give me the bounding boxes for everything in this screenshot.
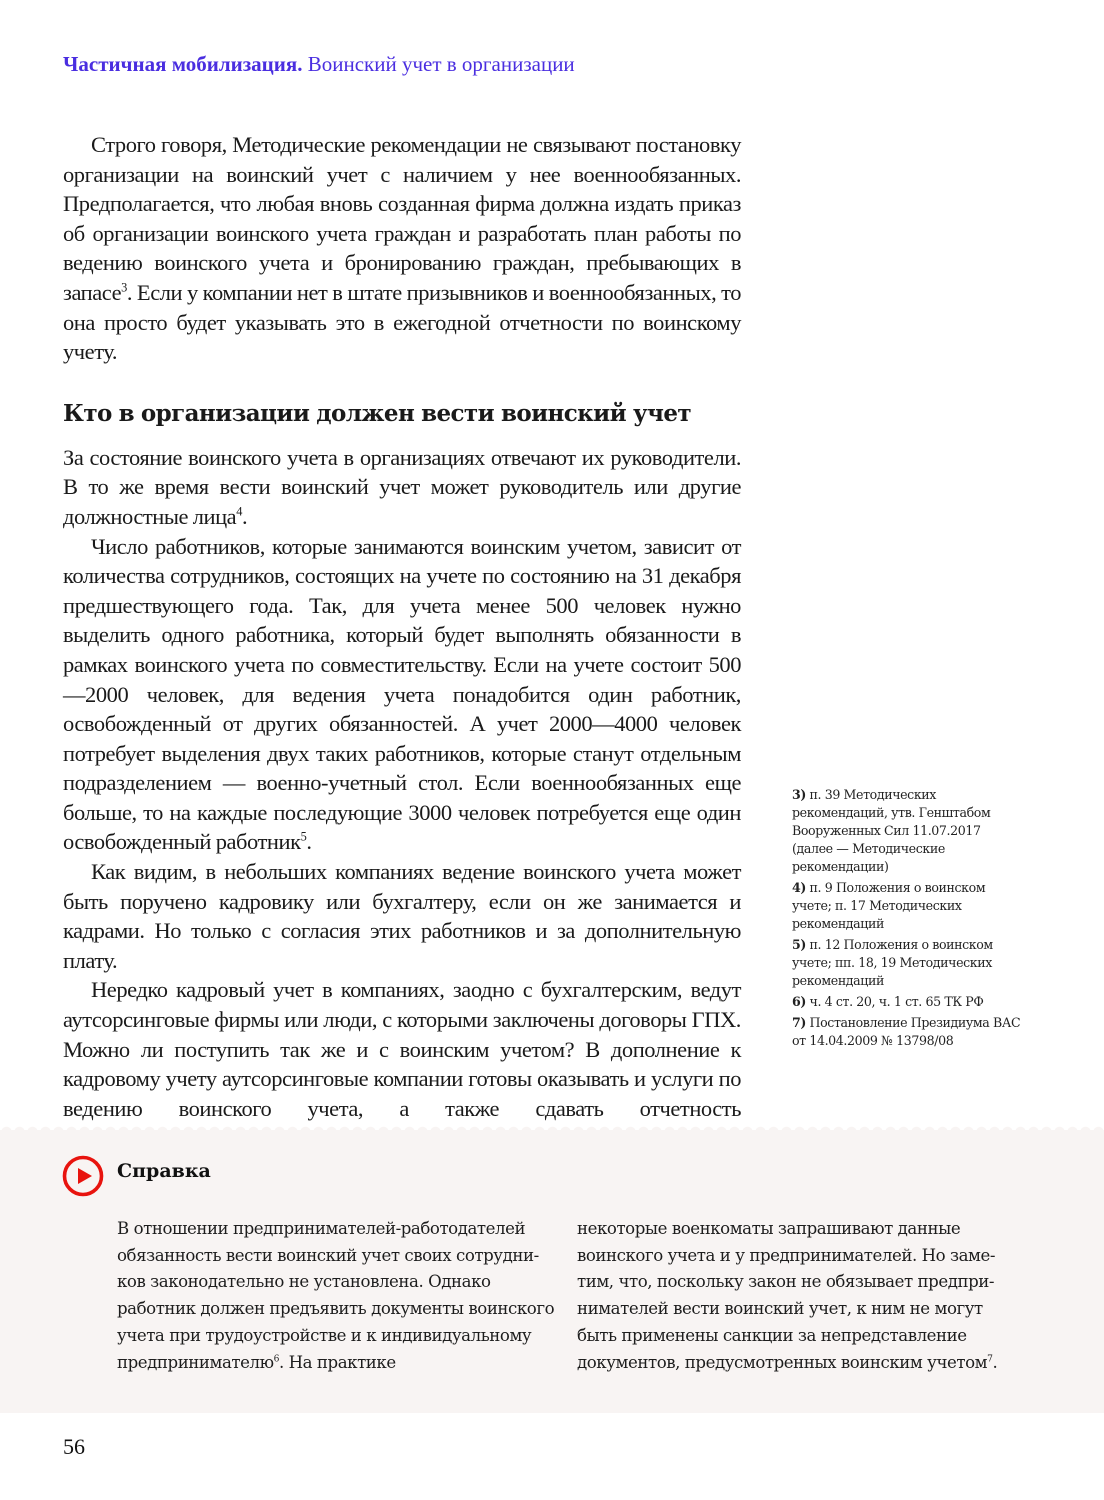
sidebar-text: . На практике — [278, 1352, 396, 1372]
sidebar-title: Справка — [117, 1160, 211, 1182]
sidebar-right-column — [577, 1216, 1017, 1376]
paragraph — [63, 532, 741, 858]
footnote-ref: 4 — [236, 504, 242, 519]
paragraph-text: Как видим, в небольших компаниях ведение воинского учета может быть поручено кадровику или бухгалтеру, если он же занимается и кадрами. Но только с согласия этих работников и за дополнительную плату. — [63, 859, 741, 973]
main-text-column — [63, 130, 741, 1123]
footnote-ref: 5 — [300, 829, 307, 844]
reference-sidebar — [0, 1130, 1104, 1413]
footnote-6 — [792, 993, 1022, 1011]
footnote-3 — [792, 786, 1022, 876]
sidebar-left-column — [117, 1216, 557, 1376]
paragraph-text: . — [241, 503, 248, 529]
footnote-number: 7) — [792, 1015, 806, 1030]
page-number: 56 — [63, 1434, 85, 1459]
paragraph-text: Строго говоря, Методические рекомендации не связывают постановку организации на воинский учет с наличием у нее военнообязанных. Предполагается, что любая вновь созданная фирма должна издать приказ об организации воинского учета граждан и разработать план работы по ведению воинского учета и бронированию граждан, пребывающих в запасе — [63, 132, 741, 305]
footnote-text: ч. 4 ст. 20, ч. 1 ст. 65 ТК РФ — [809, 994, 984, 1009]
running-head-chapter: Воинский учет в организации — [307, 52, 575, 76]
footnote-ref: 7 — [987, 1353, 993, 1364]
footnotes — [792, 786, 1022, 1053]
play-circle-icon — [62, 1155, 104, 1197]
sidebar-text: В отношении предпринимателей-работодателей обязанность вести воинский учет своих сотрудников законодательно не установлена. Однако работник должен предъявить документы воинского учета при трудоустройстве и к индивидуальному предпринимателю — [117, 1219, 555, 1372]
footnote-number: 4) — [792, 880, 806, 895]
paragraph-text: За состояние воинского учета в организациях отвечают их руководители. В то же время вести воинский учет может руководитель или другие должностные лица — [63, 444, 741, 529]
paragraph-text: . — [306, 829, 312, 855]
running-head — [63, 52, 575, 77]
footnote-7 — [792, 1014, 1022, 1050]
paragraph-text: . Если у компании нет в штате призывников и военнообязанных, то она просто будет указывать это в ежегодной отчетности по воинскому учету. — [63, 279, 741, 365]
footnote-5 — [792, 936, 1022, 990]
paragraph-text: Нередко кадровый учет в компаниях, заодно с бухгалтерским, ведут аутсорсинговые фирмы или люди, с которыми заключены договоры ГПХ. Можно ли поступить так же и с воинским учетом? В дополнение к кадровому учету аутсорсинговые компании готовы оказывать и услуги по ведению воинского учета, а также сдавать отчетность — [63, 977, 741, 1121]
paragraph-text: Число работников, которые занимаются воинским учетом, зависит от количества сотрудников, состоящих на учете по состоянию на 31 декабря предшествующего года. Так, для учета менее 500 человек нужно выделить одного работника, который будет выполнять обязанности в рамках воинского учета по совместительству. Если на учете состоит 500—2000 человек, для ведения учета понадобится один работник, освобожденный от других обязанностей. А учет 2000—4000 человек потребует выделения двух таких работников, которые станут отдельным подразделением — военно-учетный стол. Если военнообязанных еще больше, то на каждые последующие 3000 человек потребуется еще один освобожденный работник — [63, 533, 741, 855]
sidebar-text: . — [992, 1352, 998, 1372]
section-heading: Кто в организации должен вести воинский учет — [63, 399, 692, 427]
footnote-ref: 6 — [273, 1353, 279, 1364]
footnote-number: 3) — [792, 787, 806, 802]
paragraph — [63, 975, 741, 1123]
footnote-text: п. 39 Методических рекомендаций, утв. Генштабом Вооруженных Сил 11.07.2017 (далее — Методические рекомендации) — [792, 787, 991, 874]
sidebar-text: некоторые военкоматы запрашивают данные воинского учета и у предпринимателей. Но заметим, что, поскольку закон не обязывает предпринимателей вести воинский учет, к ним не могут быть применены санкции за непредставление документов, предусмотренных воинским учетом — [577, 1219, 996, 1372]
footnote-number: 5) — [792, 937, 806, 952]
footnote-ref: 3 — [121, 280, 127, 295]
paragraph — [63, 857, 741, 975]
scalloped-edge — [0, 1124, 1104, 1132]
paragraph — [63, 443, 741, 532]
footnote-4 — [792, 879, 1022, 933]
footnote-number: 6) — [792, 994, 806, 1009]
intro-paragraph — [63, 130, 741, 367]
footnote-text: п. 9 Положения о воинском учете; п. 17 Методических рекомендаций — [792, 880, 986, 931]
footnote-text: Постановление Президиума ВАС от 14.04.2009 № 13798/08 — [792, 1015, 1021, 1048]
footnote-text: п. 12 Положения о воинском учете; пп. 18, 19 Методических рекомендаций — [792, 937, 993, 988]
running-head-section: Частичная мобилизация. — [63, 52, 303, 76]
